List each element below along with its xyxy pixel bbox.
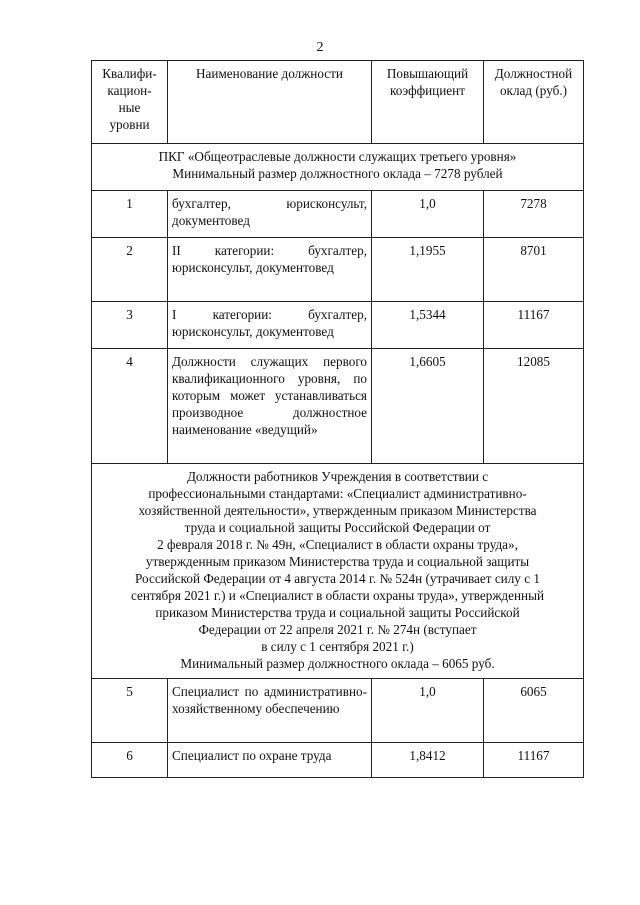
cell-coefficient: 1,0 [372, 679, 484, 743]
cell-position: I категории: бухгалтер, юрисконсульт, документовед [168, 302, 372, 349]
cell-level: 2 [92, 238, 168, 302]
cell-salary: 8701 [484, 238, 584, 302]
cell-salary: 12085 [484, 349, 584, 464]
cell-position: Специалист по охране труда [168, 743, 372, 778]
cell-salary: 11167 [484, 302, 584, 349]
page-number: 2 [316, 40, 324, 55]
cell-coefficient: 1,5344 [372, 302, 484, 349]
cell-position: II категории: бухгалтер, юрисконсульт, документовед [168, 238, 372, 302]
group-title-row [92, 144, 584, 191]
table-row [92, 743, 584, 778]
cell-level: 6 [92, 743, 168, 778]
cell-position: Специалист по административно-хозяйственному обеспечению [168, 679, 372, 743]
header-salary: Должностной оклад (руб.) [484, 61, 584, 144]
group1-title: ПКГ «Общеотраслевые должности служащих третьего уровня» Минимальный размер должностного оклада – 7278 рублей [92, 144, 584, 191]
table-row [92, 679, 584, 743]
table-row [92, 302, 584, 349]
cell-level: 3 [92, 302, 168, 349]
cell-coefficient: 1,0 [372, 191, 484, 238]
cell-level: 4 [92, 349, 168, 464]
cell-salary: 7278 [484, 191, 584, 238]
salary-table [91, 60, 584, 778]
group2-title: Должности работников Учреждения в соответствии с профессиональными стандартами: «Специалист административно- хозяйственной деятельности», утвержденным приказом Министерства труда и социальной защиты Российской Федерации от 2 февраля 2018 г. № 49н, «Специалист в области охраны труда», утвержденным приказом Министерства труда и социальной защиты Российской Федерации от 4 августа 2014 г. № 524н (утрачивает силу с 1 сентября 2021 г.) и «Специалист в области охраны труда», утвержденный приказом Министерства труда и социальной защиты Российской Федерации от 22 апреля 2021 г. № 274н (вступает в силу с 1 сентября 2021 г.) Минимальный размер должностного оклада – 6065 руб. [92, 464, 584, 679]
cell-coefficient: 1,1955 [372, 238, 484, 302]
table-row [92, 238, 584, 302]
cell-coefficient: 1,8412 [372, 743, 484, 778]
header-coefficient: Повышающий коэффициент [372, 61, 484, 144]
cell-position: Должности служащих первого квалификационного уровня, по которым может устанавливаться производное должностное наименование «ведущий» [168, 349, 372, 464]
cell-salary: 11167 [484, 743, 584, 778]
cell-level: 1 [92, 191, 168, 238]
cell-coefficient: 1,6605 [372, 349, 484, 464]
table-row [92, 349, 584, 464]
cell-position: бухгалтер, юрисконсульт, документовед [168, 191, 372, 238]
cell-level: 5 [92, 679, 168, 743]
table-row [92, 191, 584, 238]
header-position-name: Наименование должности [168, 61, 372, 144]
cell-salary: 6065 [484, 679, 584, 743]
header-qualification-level: Квалифи- кацион- ные уровни [92, 61, 168, 144]
table-header-row [92, 61, 584, 144]
group-title-row [92, 464, 584, 679]
